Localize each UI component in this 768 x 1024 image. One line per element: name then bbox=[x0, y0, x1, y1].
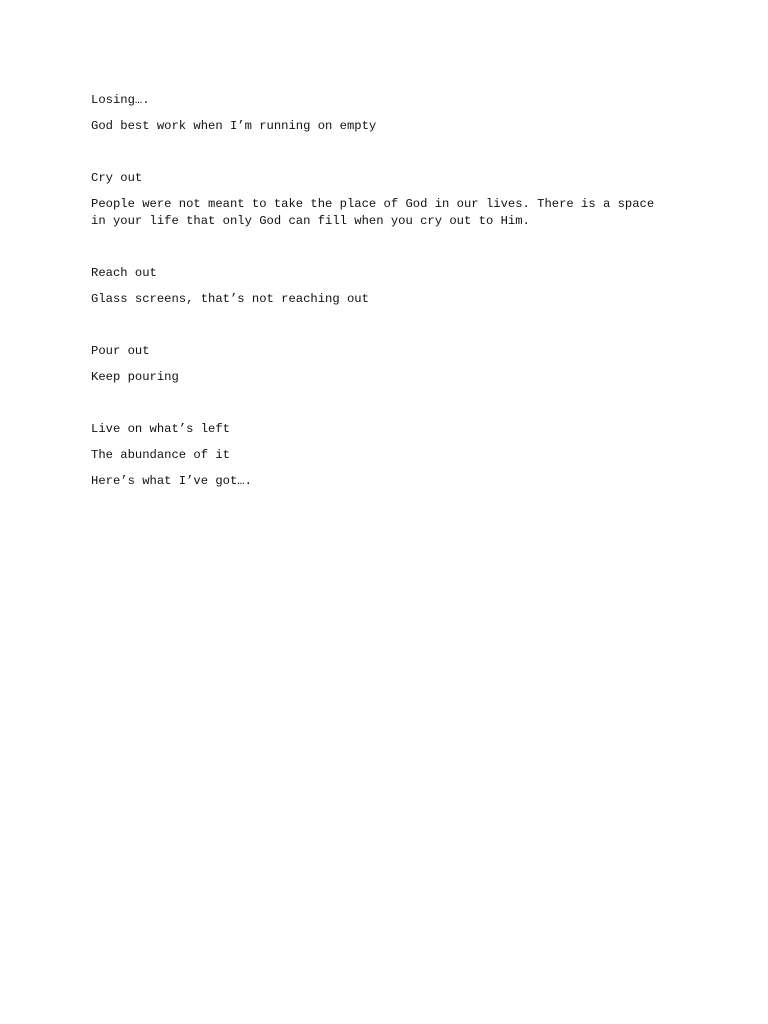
heading-pour-out: Pour out bbox=[91, 344, 150, 358]
paragraph-heres-what-ive-got: Here’s what I’ve got…. bbox=[91, 474, 252, 488]
paragraph-running-on-empty: God best work when I’m running on empty bbox=[91, 119, 377, 133]
heading-reach-out: Reach out bbox=[91, 266, 157, 280]
heading-cry-out: Cry out bbox=[91, 171, 143, 185]
document-body bbox=[91, 92, 691, 490]
paragraph-pour-out: Keep pouring bbox=[91, 370, 179, 384]
heading-losing: Losing…. bbox=[91, 93, 150, 107]
heading-live-on-whats-left: Live on what’s left bbox=[91, 422, 230, 436]
paragraph-reach-out: Glass screens, that’s not reaching out bbox=[91, 292, 369, 306]
paragraph-abundance: The abundance of it bbox=[91, 448, 230, 462]
paragraph-cry-out: People were not meant to take the place of God in our lives. There is a space in your life that only God can fill when you cry out to Him. bbox=[91, 197, 655, 228]
